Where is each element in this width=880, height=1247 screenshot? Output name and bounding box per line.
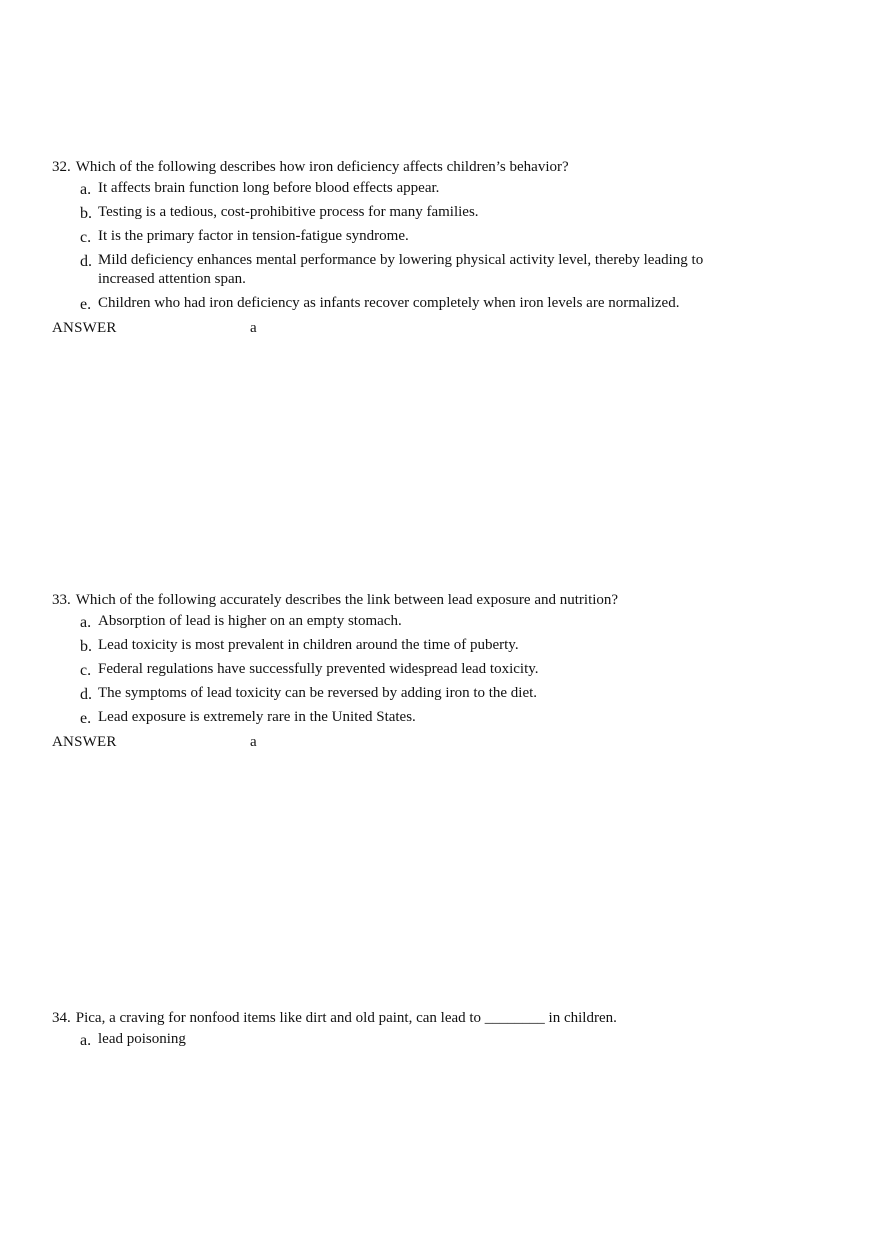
option-text: lead poisoning [98,1031,186,1047]
option-letter: c. [80,229,92,246]
option-text: Absorption of lead is higher on an empty stomach. [98,613,402,629]
option-e [80,294,812,313]
option-letter: e. [80,710,92,727]
answer-options [80,1030,812,1049]
answer-value: a [250,320,257,336]
option-a [80,1030,812,1049]
question-32 [52,157,812,338]
question-text: Which of the following accurately describes the link between lead exposure and nutrition? [75,592,619,608]
option-b [80,636,812,655]
question-number: 32. [52,159,71,175]
answer-label: ANSWER [52,320,117,336]
option-d [80,684,812,703]
option-e [80,708,812,727]
option-d [80,251,812,289]
question-text: Which of the following describes how iron deficiency affects children’s behavior? [75,159,569,175]
option-text: It affects brain function long before blood effects appear. [98,180,440,196]
option-b [80,203,812,222]
answer-options [80,612,812,727]
answer-label: ANSWER [52,734,117,750]
option-c [80,660,812,679]
question-stem [52,157,812,177]
answer-row [52,318,812,338]
option-c [80,227,812,246]
question-stem [52,590,812,610]
option-letter: b. [80,205,92,222]
answer-options [80,179,812,313]
option-text: Lead toxicity is most prevalent in children around the time of puberty. [98,637,519,653]
option-letter: c. [80,662,92,679]
option-text: Federal regulations have successfully prevented widespread lead toxicity. [98,661,539,677]
option-letter: d. [80,253,92,270]
option-text: Lead exposure is extremely rare in the United States. [98,709,416,725]
question-34 [52,1008,812,1054]
option-text: Testing is a tedious, cost-prohibitive process for many families. [98,204,479,220]
question-stem [52,1008,812,1028]
option-letter: d. [80,686,92,703]
option-letter: a. [80,614,92,631]
option-letter: a. [80,1032,92,1049]
question-text: Pica, a craving for nonfood items like dirt and old paint, can lead to ________ in children. [75,1010,617,1026]
option-text: Mild deficiency enhances mental performance by lowering physical activity level, thereby leading to increased attention span. [98,252,704,287]
option-letter: e. [80,296,92,313]
question-number: 34. [52,1010,71,1026]
option-text: The symptoms of lead toxicity can be reversed by adding iron to the diet. [98,685,538,701]
answer-value: a [250,734,257,750]
question-number: 33. [52,592,71,608]
option-letter: b. [80,638,92,655]
option-text: Children who had iron deficiency as infants recover completely when iron levels are normalized. [98,295,680,311]
option-a [80,179,812,198]
option-letter: a. [80,181,92,198]
question-33 [52,590,812,752]
option-text: It is the primary factor in tension-fatigue syndrome. [98,228,409,244]
option-a [80,612,812,631]
answer-row [52,732,812,752]
